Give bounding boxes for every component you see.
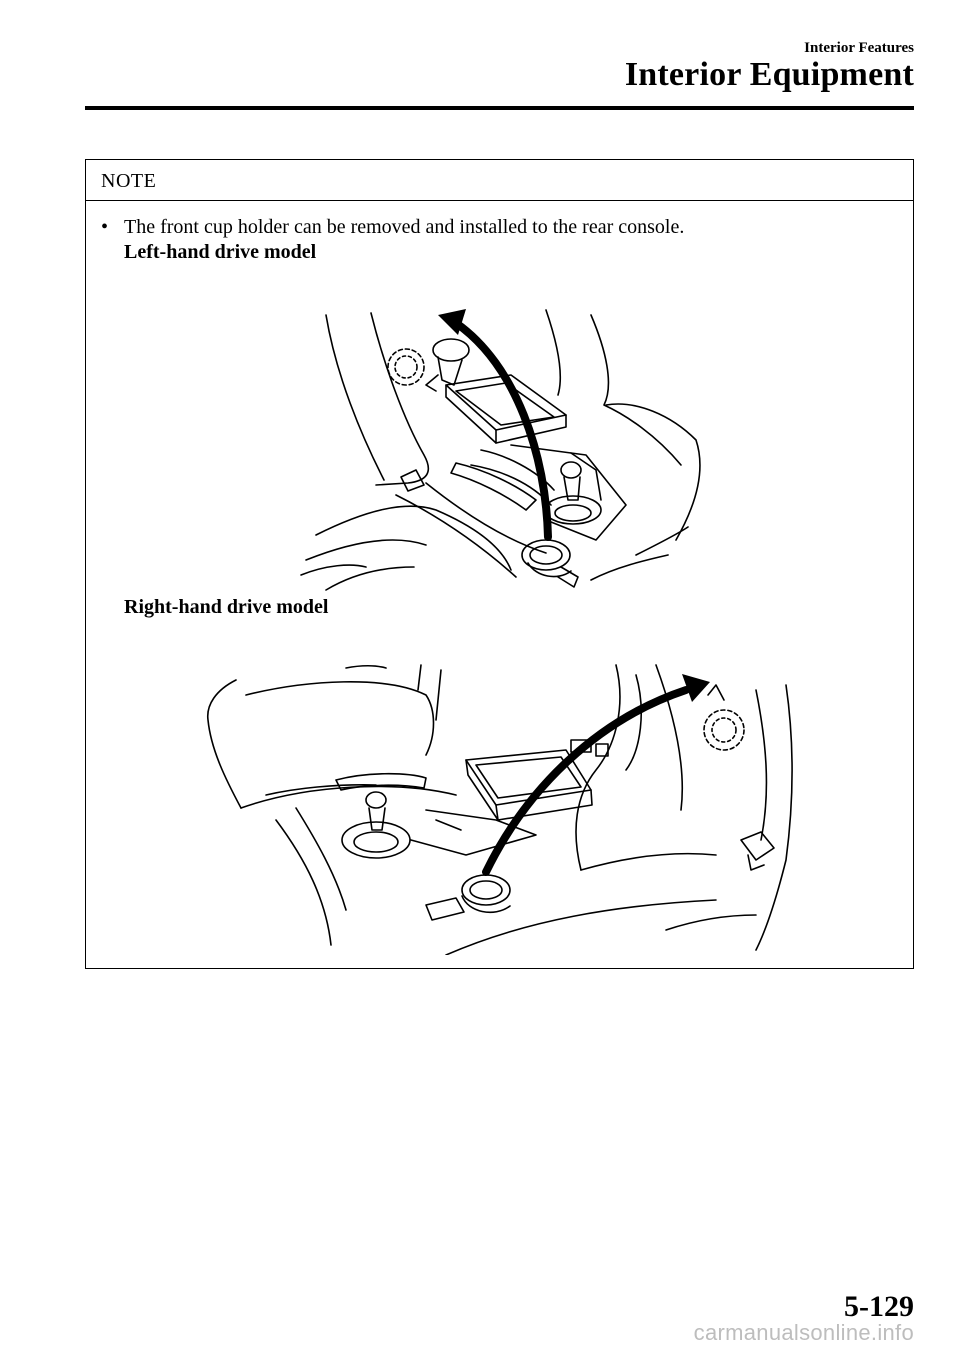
note-title: NOTE [101, 170, 157, 192]
note-bullet-text: The front cup holder can be removed and installed to the rear console. [124, 216, 685, 238]
page-number: 5-129 [844, 1290, 914, 1323]
note-divider [86, 200, 913, 201]
note-box [85, 159, 914, 969]
right-hand-drive-label: Right-hand drive model [124, 596, 329, 618]
watermark: carmanualsonline.info [693, 1320, 914, 1345]
left-hand-drive-label: Left-hand drive model [124, 241, 317, 263]
bullet-marker: • [101, 216, 109, 238]
page-title: Interior Equipment [624, 56, 914, 93]
left-hand-drive-illustration [296, 305, 716, 595]
right-hand-drive-illustration [196, 660, 796, 955]
header-rule [85, 106, 914, 110]
section-name: Interior Features [804, 40, 914, 56]
